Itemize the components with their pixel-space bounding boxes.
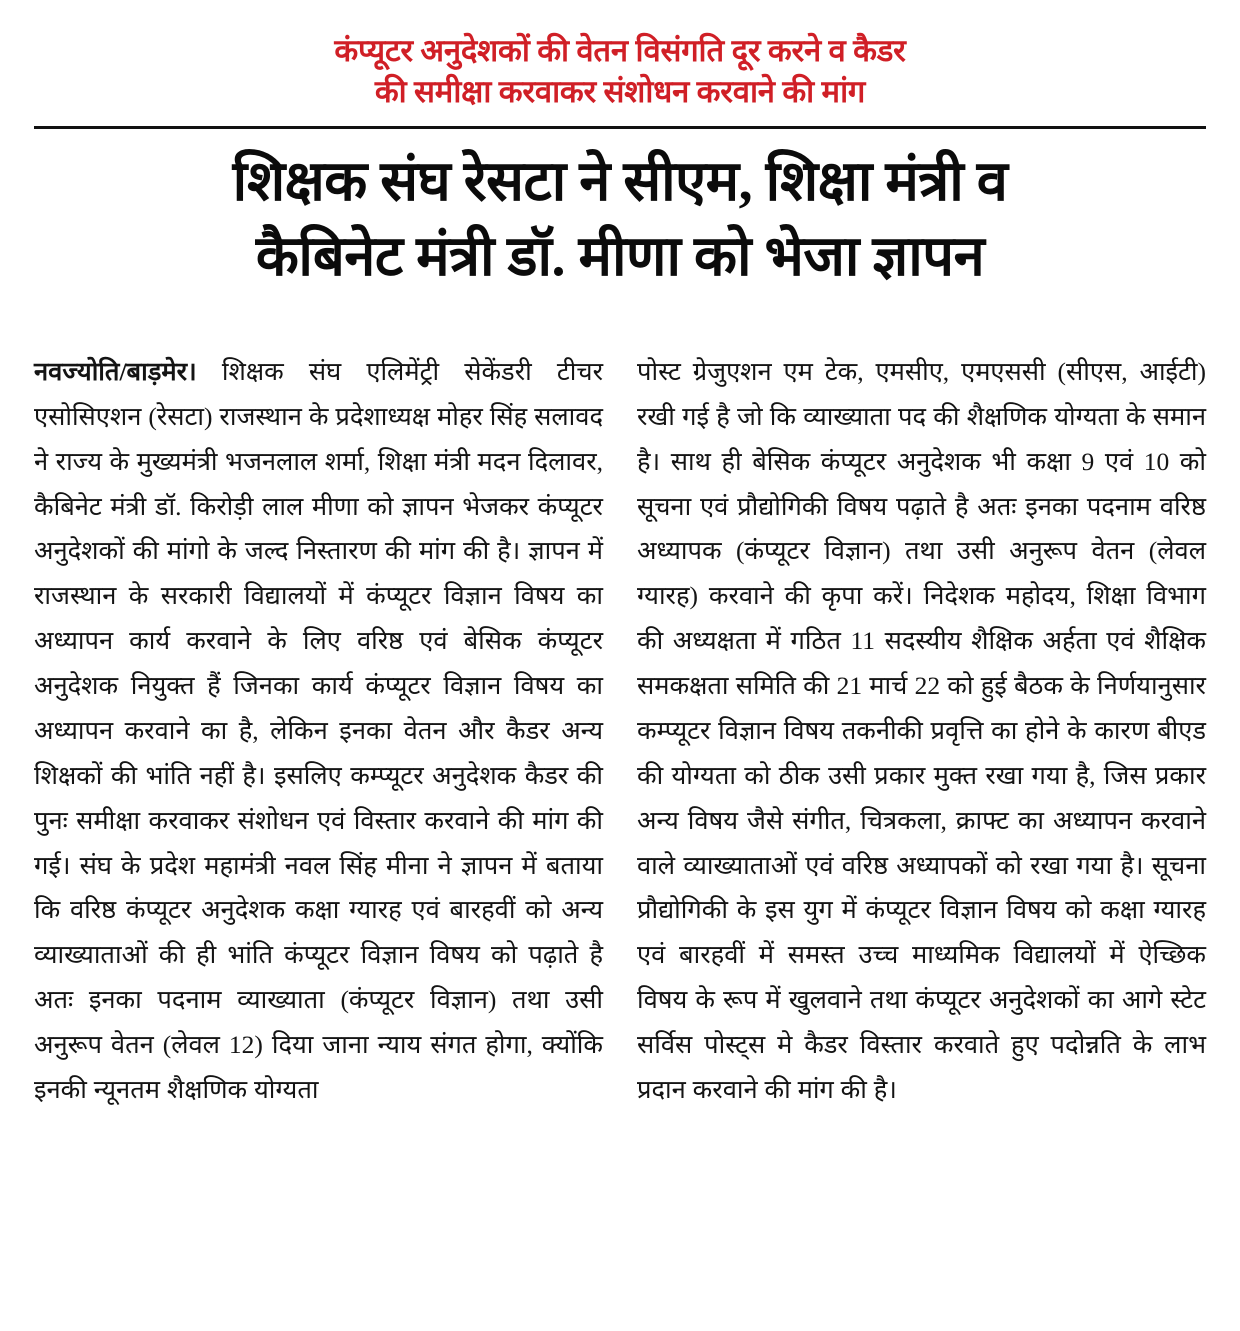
- article-columns: [34, 324, 1206, 1138]
- headline-line-2: कैबिनेट मंत्री डॉ. मीणा को भेजा ज्ञापन: [255, 225, 985, 288]
- column-right: [637, 324, 1206, 1138]
- article-body-right: [637, 350, 1206, 1113]
- dateline: नवज्योति/बाड़मेर।: [34, 356, 197, 386]
- kicker-line-1: कंप्यूटर अनुदेशकों की वेतन विसंगति दूर करने व कैडर: [334, 33, 906, 68]
- column-left: [34, 324, 603, 1138]
- main-headline: [34, 141, 1206, 294]
- headline-line-1: शिक्षक संघ रेसटा ने सीएम, शिक्षा मंत्री व: [232, 151, 1008, 214]
- article-body-left: [34, 350, 603, 1113]
- kicker-headline: [34, 30, 1206, 112]
- kicker-line-2: की समीक्षा करवाकर संशोधन करवाने की मांग: [374, 74, 866, 110]
- article-text-right: पोस्ट ग्रेजुएशन एम टेक, एमसीए, एमएससी (सीएस, आईटी) रखी गई है जो कि व्याख्याता पद की शैक्षणिक योग्यता के समान है। साथ ही बेसिक कंप्यूटर अनुदेशक भी कक्षा 9 एवं 10 को सूचना एवं प्रौद्योगिकी विषय पढ़ाते है अतः इनका पदनाम वरिष्ठ अध्यापक (कंप्यूटर विज्ञान) तथा उसी अनुरूप वेतन (लेवल ग्यारह) करवाने की कृपा करें। निदेशक महोदय, शिक्षा विभाग की अध्यक्षता में गठित 11 सदस्यीय शैक्षिक अर्हता एवं शैक्षिक समकक्षता समिति की 21 मार्च 22 को हुई बैठक के निर्णयानुसार कम्प्यूटर विज्ञान विषय तकनीकी प्रवृत्ति का होने के कारण बीएड की योग्यता को ठीक उसी प्रकार मुक्त रखा गया है, जिस प्रकार अन्य विषय जैसे संगीत, चित्रकला, क्राफ्ट का अध्यापन करवाने वाले व्याख्याताओं एवं वरिष्ठ अध्यापकों को रखा गया है। सूचना प्रौद्योगिकी के इस युग में कंप्यूटर विज्ञान विषय को कक्षा ग्यारह एवं बारहवीं में समस्त उच्च माध्यमिक विद्यालयों में ऐच्छिक विषय के रूप में खुलवाने तथा कंप्यूटर अनुदेशकों का आगे स्टेट सर्विस पोस्ट्स मे कैडर विस्तार करवाते हुए पदोन्नति के लाभ प्रदान करवाने की मांग की है।: [637, 356, 1206, 1104]
- article-text-left: शिक्षक संघ एलिमेंट्री सेकेंडरी टीचर एसोसिएशन (रेसटा) राजस्थान के प्रदेशाध्यक्ष मोहर सिंह सलावद ने राज्य के मुख्यमंत्री भजनलाल शर्मा, शिक्षा मंत्री मदन दिलावर, कैबिनेट मंत्री डॉ. किरोड़ी लाल मीणा को ज्ञापन भेजकर कंप्यूटर अनुदेशकों की मांगो के जल्द निस्तारण की मांग की है। ज्ञापन में राजस्थान के सरकारी विद्यालयों में कंप्यूटर विज्ञान विषय का अध्यापन कार्य करवाने के लिए वरिष्ठ एवं बेसिक कंप्यूटर अनुदेशक नियुक्त हैं जिनका कार्य कंप्यूटर विज्ञान विषय का अध्यापन करवाने का है, लेकिन इनका वेतन और कैडर अन्य शिक्षकों की भांति नहीं है। इसलिए कम्प्यूटर अनुदेशक कैडर की पुनः समीक्षा करवाकर संशोधन एवं विस्तार करवाने की मांग की गई। संघ के प्रदेश महामंत्री नवल सिंह मीना ने ज्ञापन में बताया कि वरिष्ठ कंप्यूटर अनुदेशक कक्षा ग्यारह एवं बारहवीं को अन्य व्याख्याताओं की ही भांति कंप्यूटर विज्ञान विषय को पढ़ाते है अतः इनका पदनाम व्याख्याता (कंप्यूटर विज्ञान) तथा उसी अनुरूप वेतन (लेवल 12) दिया जाना न्याय संगत होगा, क्योंकि इनकी न्यूनतम शैक्षणिक योग्यता: [34, 356, 603, 1104]
- header-divider: [34, 126, 1206, 129]
